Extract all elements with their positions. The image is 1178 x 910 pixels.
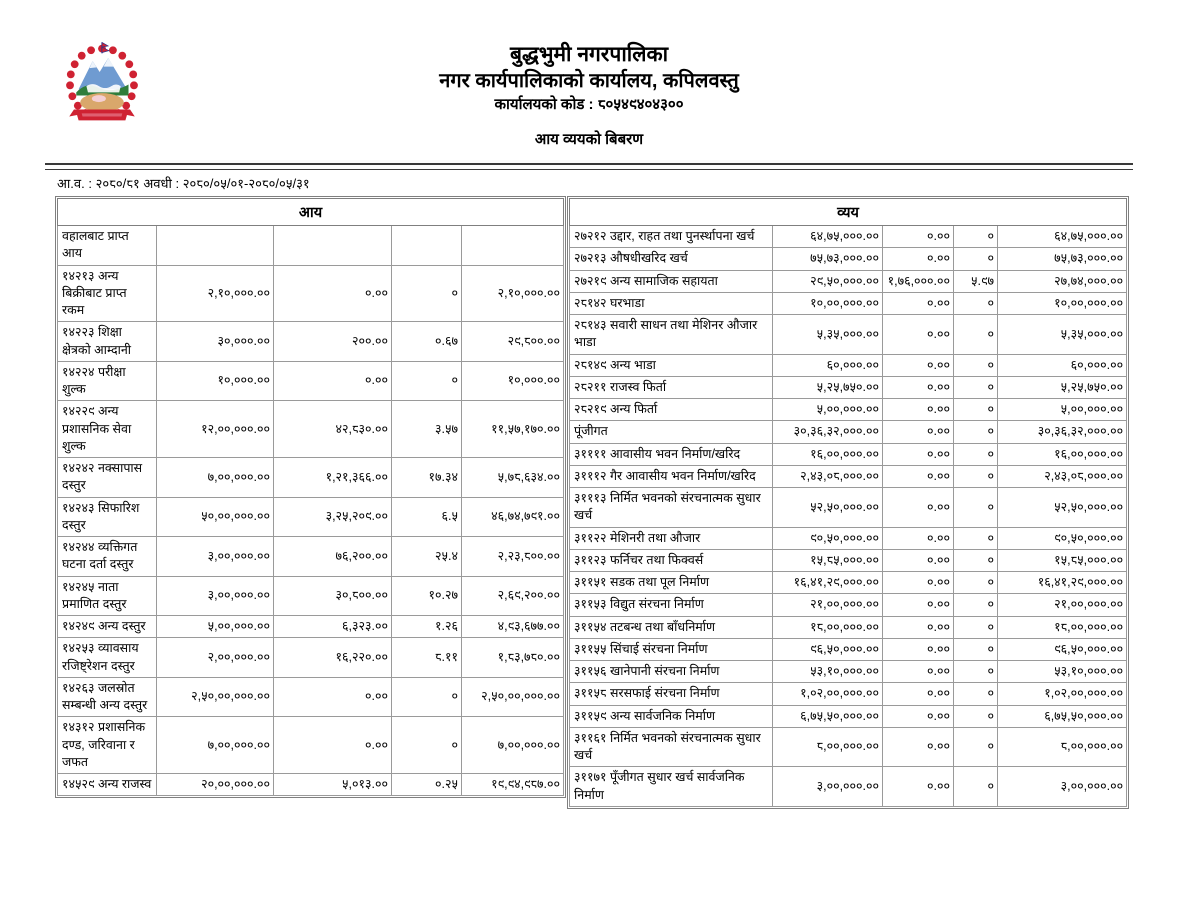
cell-account-label: २८२१९ अन्य फिर्ता (570, 399, 773, 421)
cell-account-label: ३११५६ खानेपानी संरचना निर्माण (570, 661, 773, 683)
cell-account-label: २७२१९ अन्य सामाजिक सहायता (570, 270, 773, 292)
cell-actual-amount: २००.०० (274, 322, 392, 362)
cell-account-label: ३११५१ सडक तथा पूल निर्माण (570, 572, 773, 594)
cell-actual-amount: ०.०० (883, 638, 954, 660)
cell-actual-amount: ०.०० (883, 727, 954, 767)
office-name: नगर कार्यपालिकाको कार्यालय, कपिलवस्तु (439, 70, 739, 92)
cell-actual-amount: ०.०० (883, 705, 954, 727)
table-row (58, 616, 564, 638)
cell-actual-amount: १६,२२०.०० (274, 638, 392, 678)
cell-account-label: १४२६३ जलस्रोत सम्बन्धी अन्य दस्तुर (58, 677, 157, 717)
table-row (570, 767, 1127, 807)
cell-budget-amount: २,१०,०००.०० (157, 265, 274, 322)
cell-percent: ० (954, 549, 998, 571)
cell-balance-amount: १,८३,७८०.०० (462, 638, 564, 678)
table-row (58, 322, 564, 362)
income-header-row (58, 199, 564, 226)
cell-balance-amount: ९०,५०,०००.०० (998, 527, 1127, 549)
table-row (58, 677, 564, 717)
cell-account-label: १४५२९ अन्य राजस्व (58, 774, 157, 796)
cell-actual-amount: ०.०० (883, 767, 954, 807)
cell-balance-amount: ६४,७५,०००.०० (998, 226, 1127, 248)
cell-actual-amount: ५,०१३.०० (274, 774, 392, 796)
cell-balance-amount (462, 226, 564, 266)
cell-balance-amount: ७५,७३,०००.०० (998, 248, 1127, 270)
cell-actual-amount: ०.०० (883, 226, 954, 248)
cell-actual-amount: ६,३२३.०० (274, 616, 392, 638)
nepal-government-emblem-icon (63, 40, 141, 140)
cell-balance-amount: ६,७५,५०,०००.०० (998, 705, 1127, 727)
horizontal-divider (45, 163, 1133, 170)
cell-budget-amount: ६४,७५,०००.०० (773, 226, 883, 248)
cell-percent: ० (954, 727, 998, 767)
cell-actual-amount: ०.०० (883, 661, 954, 683)
cell-account-label: ३११६१ निर्मित भवनको संरचनात्मक सुधार खर्च (570, 727, 773, 767)
cell-budget-amount: २,५०,००,०००.०० (157, 677, 274, 717)
cell-percent: ० (392, 265, 462, 322)
cell-account-label: ३११५९ अन्य सार्वजनिक निर्माण (570, 705, 773, 727)
cell-account-label: १४२४५ नाता प्रमाणित दस्तुर (58, 576, 157, 616)
table-row (570, 421, 1127, 443)
cell-actual-amount: ०.०० (883, 616, 954, 638)
table-row (570, 616, 1127, 638)
expense-table-body (570, 226, 1127, 807)
cell-actual-amount: ०.०० (883, 248, 954, 270)
cell-balance-amount: ३,००,०००.०० (998, 767, 1127, 807)
cell-budget-amount: २९,५०,०००.०० (773, 270, 883, 292)
cell-budget-amount: १२,००,०००.०० (157, 401, 274, 458)
cell-balance-amount: ५,००,०००.०० (998, 399, 1127, 421)
cell-actual-amount: ०.०० (274, 717, 392, 774)
cell-account-label: वहालबाट प्राप्त आय (58, 226, 157, 266)
cell-balance-amount: १६,००,०००.०० (998, 443, 1127, 465)
cell-budget-amount: २,००,०००.०० (157, 638, 274, 678)
cell-percent: ८.११ (392, 638, 462, 678)
table-row (570, 527, 1127, 549)
cell-balance-amount: ५,३५,०००.०० (998, 315, 1127, 355)
table-row (58, 638, 564, 678)
cell-balance-amount: २,६९,२००.०० (462, 576, 564, 616)
cell-balance-amount: १,०२,००,०००.०० (998, 683, 1127, 705)
cell-percent: ० (954, 767, 998, 807)
cell-account-label: २८१४९ अन्य भाडा (570, 354, 773, 376)
cell-actual-amount: ०.०० (883, 527, 954, 549)
table-row (58, 774, 564, 796)
cell-account-label: १४३१२ प्रशासनिक दण्ड, जरिवाना र जफत (58, 717, 157, 774)
cell-percent: ० (954, 638, 998, 660)
cell-balance-amount: २,४३,०८,०००.०० (998, 465, 1127, 487)
cell-balance-amount: ५२,५०,०००.०० (998, 488, 1127, 528)
expense-header-row (570, 199, 1127, 226)
cell-account-label: ३११११ आवासीय भवन निर्माण/खरिद (570, 443, 773, 465)
cell-percent: १०.२७ (392, 576, 462, 616)
income-table (57, 198, 564, 796)
cell-percent: ० (954, 443, 998, 465)
cell-balance-amount: ५३,१०,०००.०० (998, 661, 1127, 683)
cell-actual-amount: ७६,२००.०० (274, 537, 392, 577)
cell-percent: ० (954, 354, 998, 376)
cell-actual-amount: ०.०० (883, 443, 954, 465)
table-row (570, 705, 1127, 727)
cell-percent: ० (954, 488, 998, 528)
table-row (570, 638, 1127, 660)
cell-percent: ० (392, 361, 462, 401)
cell-budget-amount: ५,००,०००.०० (157, 616, 274, 638)
expense-table-box (567, 196, 1129, 809)
cell-budget-amount (157, 226, 274, 266)
cell-budget-amount: १०,०००.०० (157, 361, 274, 401)
cell-actual-amount: ०.०० (883, 594, 954, 616)
table-row (570, 594, 1127, 616)
cell-balance-amount: १८,००,०००.०० (998, 616, 1127, 638)
cell-percent: ५.९७ (954, 270, 998, 292)
cell-budget-amount: ७,००,०००.०० (157, 717, 274, 774)
cell-account-label: २८२११ राजस्व फिर्ता (570, 376, 773, 398)
cell-budget-amount: २०,००,०००.०० (157, 774, 274, 796)
report-title: आय व्ययको बिबरण (534, 131, 644, 148)
table-row (58, 576, 564, 616)
cell-account-label: ३११७१ पूँजीगत सुधार खर्च सार्वजनिक निर्माण (570, 767, 773, 807)
table-row (58, 497, 564, 537)
cell-percent: २५.४ (392, 537, 462, 577)
cell-account-label: ३११५८ सरसफाई संरचना निर्माण (570, 683, 773, 705)
cell-balance-amount: ११,५७,१७०.०० (462, 401, 564, 458)
table-row (570, 661, 1127, 683)
cell-budget-amount: ५२,५०,०००.०० (773, 488, 883, 528)
cell-percent: ० (954, 683, 998, 705)
cell-balance-amount: ५,२५,७५०.०० (998, 376, 1127, 398)
cell-budget-amount: ९०,५०,०००.०० (773, 527, 883, 549)
cell-account-label: १४२१३ अन्य बिक्रीबाट प्राप्त रकम (58, 265, 157, 322)
table-row (570, 572, 1127, 594)
table-row (58, 226, 564, 266)
cell-budget-amount: १८,००,०००.०० (773, 616, 883, 638)
cell-budget-amount: १०,००,०००.०० (773, 292, 883, 314)
cell-percent: ० (954, 376, 998, 398)
cell-budget-amount: ५,३५,०००.०० (773, 315, 883, 355)
cell-budget-amount: ३,००,०००.०० (773, 767, 883, 807)
cell-account-label: ३११२३ फर्निचर तथा फिक्वर्स (570, 549, 773, 571)
cell-actual-amount: ४२,८३०.०० (274, 401, 392, 458)
cell-budget-amount: ६०,०००.०० (773, 354, 883, 376)
table-row (570, 399, 1127, 421)
cell-budget-amount: ५,२५,७५०.०० (773, 376, 883, 398)
cell-balance-amount: २९,८००.०० (462, 322, 564, 362)
cell-budget-amount: ३०,०००.०० (157, 322, 274, 362)
cell-budget-amount: १६,४१,२९,०००.०० (773, 572, 883, 594)
cell-budget-amount: २,४३,०८,०००.०० (773, 465, 883, 487)
cell-account-label: ३१११२ गैर आवासीय भवन निर्माण/खरिद (570, 465, 773, 487)
cell-balance-amount: ६०,०००.०० (998, 354, 1127, 376)
table-row (570, 270, 1127, 292)
cell-budget-amount: ७५,७३,०००.०० (773, 248, 883, 270)
fiscal-period-label: आ.व. : २०८०/८१ अवधी : २०८०/०५/०१-२०८०/०५/३१ (57, 176, 310, 191)
cell-balance-amount: २,२३,८००.०० (462, 537, 564, 577)
income-table-title: आय (58, 199, 564, 226)
cell-actual-amount (274, 226, 392, 266)
cell-balance-amount: ४,९३,६७७.०० (462, 616, 564, 638)
cell-account-label: १४२२३ शिक्षा क्षेत्रको आम्दानी (58, 322, 157, 362)
cell-balance-amount: २,१०,०००.०० (462, 265, 564, 322)
cell-balance-amount: १६,४१,२९,०००.०० (998, 572, 1127, 594)
cell-percent: ० (954, 226, 998, 248)
cell-budget-amount: ९६,५०,०००.०० (773, 638, 883, 660)
table-row (570, 226, 1127, 248)
cell-percent: ० (954, 661, 998, 683)
cell-budget-amount: १५,८५,०००.०० (773, 549, 883, 571)
cell-actual-amount: ०.०० (274, 361, 392, 401)
cell-account-label: १४२४२ नक्सापास दस्तुर (58, 458, 157, 498)
table-row (58, 717, 564, 774)
cell-actual-amount: ०.०० (883, 465, 954, 487)
office-code: कार्यालयको कोड : ८०५४९४०४३०० (494, 96, 684, 113)
cell-budget-amount: ३,००,०००.०० (157, 537, 274, 577)
cell-balance-amount: १५,८५,०००.०० (998, 549, 1127, 571)
cell-actual-amount: ०.०० (274, 677, 392, 717)
cell-budget-amount: ६,७५,५०,०००.०० (773, 705, 883, 727)
cell-account-label: १४२४९ अन्य दस्तुर (58, 616, 157, 638)
cell-balance-amount: ४६,७४,७९१.०० (462, 497, 564, 537)
cell-actual-amount: ०.०० (883, 399, 954, 421)
cell-percent: ६.५ (392, 497, 462, 537)
cell-account-label: २७२१२ उद्दार, राहत तथा पुनर्स्थापना खर्च (570, 226, 773, 248)
cell-budget-amount: ३०,३६,३२,०००.०० (773, 421, 883, 443)
municipality-name: बुद्धभुमी नगरपालिका (509, 43, 669, 66)
table-row (58, 265, 564, 322)
cell-percent: ० (954, 292, 998, 314)
table-row (570, 488, 1127, 528)
table-row (570, 465, 1127, 487)
cell-actual-amount: ३०,८००.०० (274, 576, 392, 616)
cell-budget-amount: २१,००,०००.०० (773, 594, 883, 616)
cell-percent: ०.६७ (392, 322, 462, 362)
cell-actual-amount: ३,२५,२०९.०० (274, 497, 392, 537)
cell-account-label: पूंजीगत (570, 421, 773, 443)
cell-account-label: १४२४३ सिफारिश दस्तुर (58, 497, 157, 537)
cell-percent: ० (392, 717, 462, 774)
cell-actual-amount: ०.०० (883, 683, 954, 705)
cell-percent: ० (954, 248, 998, 270)
header-text-block (0, 42, 1178, 150)
cell-balance-amount: २१,००,०००.०० (998, 594, 1127, 616)
cell-actual-amount: ०.०० (883, 376, 954, 398)
income-table-box (55, 196, 566, 798)
income-table-body (58, 226, 564, 796)
cell-budget-amount: १,०२,००,०००.०० (773, 683, 883, 705)
table-row (570, 315, 1127, 355)
table-row (570, 443, 1127, 465)
cell-actual-amount: ०.०० (274, 265, 392, 322)
expense-table (569, 198, 1127, 807)
cell-percent: १७.३४ (392, 458, 462, 498)
cell-percent: ० (954, 616, 998, 638)
cell-budget-amount: ७,००,०००.०० (157, 458, 274, 498)
cell-balance-amount: १९,९४,९८७.०० (462, 774, 564, 796)
cell-account-label: १४२२४ परीक्षा शुल्क (58, 361, 157, 401)
cell-balance-amount: ८,००,०००.०० (998, 727, 1127, 767)
cell-account-label: १४२५३ व्यावसाय रजिष्ट्रेशन दस्तुर (58, 638, 157, 678)
page-header (0, 0, 1178, 150)
cell-balance-amount: १०,००,०००.०० (998, 292, 1127, 314)
expense-table-title: व्यय (570, 199, 1127, 226)
table-row (58, 401, 564, 458)
cell-actual-amount: ०.०० (883, 549, 954, 571)
cell-actual-amount: १,२१,३६६.०० (274, 458, 392, 498)
cell-account-label: ३११५५ सिंचाई संरचना निर्माण (570, 638, 773, 660)
cell-percent: ० (954, 399, 998, 421)
cell-percent: ० (954, 315, 998, 355)
cell-percent: १.२६ (392, 616, 462, 638)
tables-container (55, 196, 1178, 809)
table-row (570, 683, 1127, 705)
cell-percent (392, 226, 462, 266)
cell-percent: ०.२५ (392, 774, 462, 796)
cell-account-label: १४२४४ व्यक्तिगत घटना दर्ता दस्तुर (58, 537, 157, 577)
cell-account-label: २७२१३ औषधीखरिद खर्च (570, 248, 773, 270)
cell-account-label: ३११५३ विद्युत संरचना निर्माण (570, 594, 773, 616)
table-row (570, 549, 1127, 571)
table-row (58, 458, 564, 498)
table-row (570, 248, 1127, 270)
cell-percent: ० (954, 421, 998, 443)
cell-account-label: ३१११३ निर्मित भवनको संरचनात्मक सुधार खर्च (570, 488, 773, 528)
cell-budget-amount: ३,००,०००.०० (157, 576, 274, 616)
cell-balance-amount: १०,०००.०० (462, 361, 564, 401)
table-row (58, 537, 564, 577)
cell-actual-amount: ०.०० (883, 315, 954, 355)
cell-actual-amount: ०.०० (883, 292, 954, 314)
cell-percent: ० (954, 594, 998, 616)
cell-balance-amount: ९६,५०,०००.०० (998, 638, 1127, 660)
cell-percent: ० (954, 572, 998, 594)
cell-percent: ० (392, 677, 462, 717)
cell-budget-amount: ५३,१०,०००.०० (773, 661, 883, 683)
cell-budget-amount: ५,००,०००.०० (773, 399, 883, 421)
cell-balance-amount: २७,७४,०००.०० (998, 270, 1127, 292)
table-row (570, 292, 1127, 314)
table-row (570, 727, 1127, 767)
cell-balance-amount: ३०,३६,३२,०००.०० (998, 421, 1127, 443)
cell-percent: ० (954, 527, 998, 549)
cell-account-label: २८१४३ सवारी साधन तथा मेशिनर औजार भाडा (570, 315, 773, 355)
cell-budget-amount: ८,००,०००.०० (773, 727, 883, 767)
table-row (570, 376, 1127, 398)
cell-budget-amount: ५०,००,०००.०० (157, 497, 274, 537)
cell-actual-amount: ०.०० (883, 421, 954, 443)
cell-account-label: ३११२२ मेशिनरी तथा औजार (570, 527, 773, 549)
cell-percent: ० (954, 705, 998, 727)
cell-budget-amount: १६,००,०००.०० (773, 443, 883, 465)
cell-actual-amount: ०.०० (883, 354, 954, 376)
cell-actual-amount: १,७६,०००.०० (883, 270, 954, 292)
cell-percent: ३.५७ (392, 401, 462, 458)
cell-account-label: ३११५४ तटबन्ध तथा बाँधनिर्माण (570, 616, 773, 638)
cell-actual-amount: ०.०० (883, 488, 954, 528)
cell-account-label: १४२२९ अन्य प्रशासनिक सेवा शुल्क (58, 401, 157, 458)
cell-balance-amount: ५,७८,६३४.०० (462, 458, 564, 498)
table-row (570, 354, 1127, 376)
cell-balance-amount: ७,००,०००.०० (462, 717, 564, 774)
cell-balance-amount: २,५०,००,०००.०० (462, 677, 564, 717)
cell-account-label: २८१४२ घरभाडा (570, 292, 773, 314)
cell-actual-amount: ०.०० (883, 572, 954, 594)
cell-percent: ० (954, 465, 998, 487)
table-row (58, 361, 564, 401)
